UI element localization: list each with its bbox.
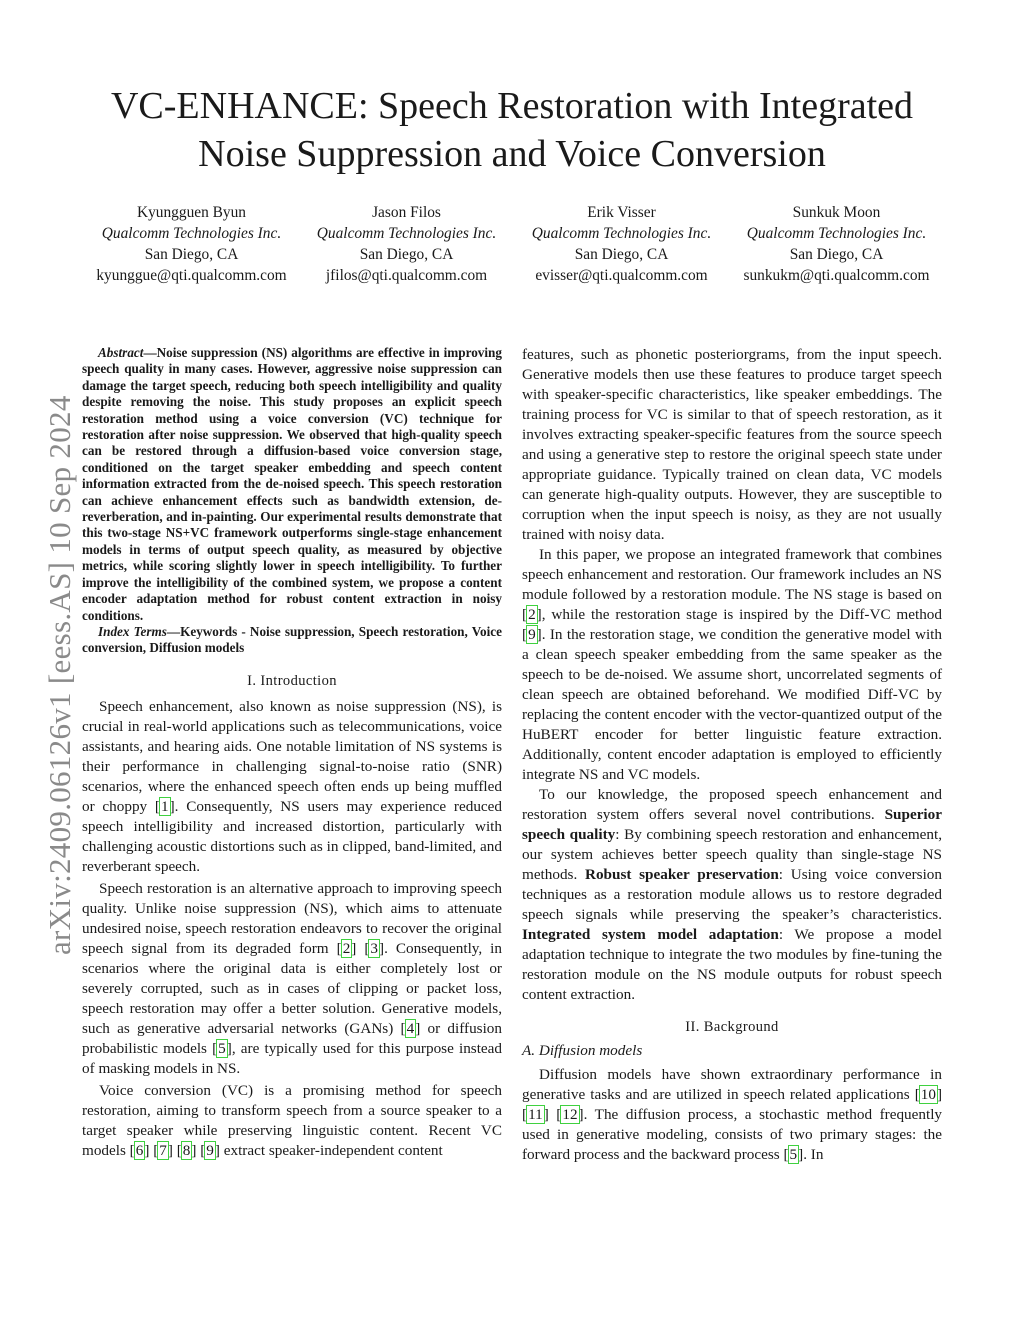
citation-link[interactable]: [783, 1146, 803, 1163]
left-column: [82, 345, 502, 1161]
contribution-label: Superior speech quality: [522, 806, 942, 843]
citation-link[interactable]: [130, 1142, 150, 1159]
citation-number[interactable]: 2: [528, 606, 536, 623]
citation-link[interactable]: [556, 1106, 583, 1123]
author-block: [514, 202, 729, 286]
index-terms-text: —Keywords - Noise suppression, Speech restoration, Voice conversion, Diffusion models: [82, 623, 502, 656]
citation-number[interactable]: 4: [406, 1019, 415, 1037]
author-email[interactable]: jfilos@qti.qualcomm.com: [325, 267, 488, 284]
author-location: San Diego, CA: [789, 246, 884, 263]
background-paragraph-1: [522, 1065, 942, 1165]
abstract-label: Abstract: [98, 345, 144, 360]
author-name: Kyungguen Byun: [136, 204, 246, 221]
citation-link[interactable]: [522, 1106, 549, 1123]
paragraph-text: , are typically used for this purpose instead of masking models in NS.: [82, 1039, 502, 1077]
paragraph-text: Diffusion models have shown extraordinary performance in generative tasks and are utilized in speech related applications: [522, 1066, 942, 1103]
intro-paragraph-6: [522, 785, 942, 1005]
intro-paragraph-2: [82, 879, 502, 1079]
author-affiliation: Qualcomm Technologies Inc.: [746, 225, 927, 242]
section-heading-background: II. Background: [685, 1019, 779, 1035]
paragraph-text: : By combining speech restoration and enhancement, our system achieves better speech quality than single-stage NS methods.: [522, 826, 942, 883]
contribution-label: Integrated system model adaptation: [522, 926, 779, 943]
citation-number[interactable]: 5: [789, 1146, 798, 1163]
author-location: San Diego, CA: [359, 246, 454, 263]
citation-link[interactable]: [200, 1142, 220, 1159]
author-name: Erik Visser: [587, 204, 656, 221]
citation-number[interactable]: 9: [528, 626, 536, 643]
subsection-heading-diffusion: A. Diffusion models: [522, 1042, 643, 1059]
paragraph-text: . The diffusion process, a stochastic method frequently used in generative modeling, consists of two primary stages: the forward process and the backward process: [522, 1106, 943, 1163]
paragraph-text: Speech restoration is an alternative approach to improving speech quality. Unlike noise suppression (NS), which aims to attenuate undesired noise, speech restoration endeavors to recover the original speech signal from its degraded form: [82, 879, 502, 957]
citation-number[interactable]: 2: [342, 939, 351, 957]
citation-number[interactable]: 7: [159, 1141, 167, 1159]
citation-link[interactable]: [212, 1040, 232, 1057]
right-column: [522, 345, 942, 1165]
author-block: [729, 202, 944, 286]
citation-number[interactable]: 5: [218, 1039, 226, 1057]
citation-number[interactable]: 9: [206, 1141, 214, 1159]
citation-number[interactable]: 12: [562, 1106, 578, 1123]
index-terms-label: Index Terms: [98, 623, 167, 639]
contribution-label: Robust speaker preservation: [585, 866, 779, 883]
citation-link[interactable]: [915, 1086, 942, 1103]
paragraph-text: To our knowledge, the proposed speech enhancement and restoration system offers several novel contributions.: [522, 786, 942, 823]
title-line-2: Noise Suppression and Voice Conversion: [198, 133, 826, 175]
paragraph-text: , while the restoration stage is inspired by the Diff-VC method: [541, 606, 942, 623]
citation-link[interactable]: [401, 1020, 421, 1037]
paragraph-text: In this paper, we propose an integrated framework that combines speech enhancement and restoration. Our framework includes an NS module followed by a restoration module. The NS stage is based on: [522, 546, 942, 603]
paper-title: [60, 82, 964, 178]
citation-link[interactable]: [155, 798, 175, 815]
paragraph-text: : We propose a model adaptation technique to integrate the two modules by fine-tuning the restoration module on the NS module outputs for robust speech content extraction.: [522, 926, 942, 1003]
author-email[interactable]: evisser@qti.qualcomm.com: [535, 267, 708, 284]
author-location: San Diego, CA: [574, 246, 669, 263]
citation-link[interactable]: [337, 940, 357, 957]
author-email[interactable]: kyunggue@qti.qualcomm.com: [96, 267, 287, 284]
abstract-text: —Noise suppression (NS) algorithms are effective in improving speech quality in many cases. However, aggressive noise suppression can damage the target speech, reducing both speech intelligibility and quality despite removing the noise. This study proposes an explicit speech restoration method using a voice conversion (VC) technique for restoration after noise suppression. We observed that high-quality speech can be restored through a diffusion-based voice conversion stage, conditioned on the target speaker embedding and speech content information extracted from the de-noised speech. This speech restoration can achieve enhancement effects such as bandwidth extension, de-reverberation, and in-painting. Our experimental results demonstrate that this two-stage NS+VC framework outperforms single-stage enhancement models in terms of output speech quality, as measured by objective metrics, while scoring slightly lower in speech intelligibility. To further improve the intelligibility of the combined system, we propose a content encoder adaptation method for robust content extraction in noisy conditions.: [82, 345, 502, 623]
arxiv-identifier[interactable]: arXiv:2409.06126v1 [eess.AS] 10 Sep 2024: [42, 395, 77, 955]
citation-number[interactable]: 10: [920, 1086, 936, 1103]
author-name: Jason Filos: [372, 204, 441, 221]
paragraph-text: . In the restoration stage, we condition the generative model with a clean speech speaker embedding from the same speaker as the speech to be de-noised. We assume short, uncorrelated segments of clean speech are obtained beforehand. We modified Diff-VC by replacing the content encoder with the vector-quantized output of the HuBERT encoder for better linguistic feature extraction. Additionally, content encoder adaptation is employed to efficiently integrate NS and VC models.: [522, 626, 942, 783]
paragraph-text: . Consequently, NS users may experience reduced speech intelligibility and increased distortion, particularly with challenging acoustic distortions such as in clipped, band-limited, and reverberant speech.: [82, 797, 502, 875]
citation-number[interactable]: 11: [528, 1106, 543, 1123]
citation-link[interactable]: [522, 626, 542, 643]
index-terms: [82, 624, 502, 657]
author-block: [299, 202, 514, 286]
author-name: Sunkuk Moon: [792, 204, 881, 221]
section-heading-introduction: I. Introduction: [247, 672, 337, 689]
author-affiliation: Qualcomm Technologies Inc.: [531, 225, 712, 242]
paragraph-text: : Using voice conversion techniques as a restoration module allows us to restore degraded speech signals while preserving the speaker’s characteristics.: [522, 866, 942, 923]
abstract: [82, 345, 502, 624]
citation-number[interactable]: 8: [182, 1141, 191, 1159]
intro-paragraph-5: [522, 545, 942, 785]
author-affiliation: Qualcomm Technologies Inc.: [316, 225, 497, 242]
paragraph-text: or diffusion probabilistic models: [82, 1019, 502, 1057]
title-line-1: VC-ENHANCE: Speech Restoration with Integrated: [110, 85, 914, 127]
citation-number[interactable]: 3: [370, 939, 378, 957]
citation-link[interactable]: [153, 1142, 173, 1159]
intro-paragraph-3: [82, 1081, 502, 1161]
author-affiliation: Qualcomm Technologies Inc.: [101, 225, 282, 242]
author-email[interactable]: sunkukm@qti.qualcomm.com: [743, 267, 930, 284]
citation-number[interactable]: 1: [160, 797, 169, 815]
author-list: [84, 202, 944, 286]
citation-number[interactable]: 6: [135, 1141, 144, 1159]
citation-link[interactable]: [177, 1142, 197, 1159]
paragraph-text: extract speaker-independent content: [219, 1141, 443, 1159]
paragraph-text: Voice conversion (VC) is a promising method for speech restoration, aiming to transform speech from a source speaker to a target speaker while preserving linguistic content. Recent VC models: [82, 1081, 502, 1159]
paragraph-text: . Consequently, in scenarios where the original data is either completely lost or severely corrupted, such as in cases of clipping or packet loss, speech restoration may offer a better solution. Generative models, such as generative adversarial networks (GANs): [82, 939, 502, 1037]
intro-paragraph-1: [82, 697, 502, 877]
citation-link[interactable]: [364, 940, 384, 957]
paragraph-text: Speech enhancement, also known as noise suppression (NS), is crucial in real-world applications such as telecommunications, voice assistants, and hearing aids. One notable limitation of NS systems is their performance in challenging signal-to-noise ratio (SNR) scenarios, where the enhanced speech often ends up being muffled or choppy: [82, 697, 502, 815]
intro-paragraph-4: features, such as phonetic posteriorgrams, from the input speech. Generative models then use these features to produce target speech with speaker-specific characteristics, like speaker embeddings. The training process for VC is similar to that of speech restoration, as it involves extracting speaker-specific features from the source speech and using a generative step to restore the original speech state under appropriate guidance. Typically trained on clean data, VC models can generate high-quality outputs. However, they are susceptible to corruption when the input speech is noisy, as they are not usually trained with noisy data.: [522, 346, 942, 543]
author-location: San Diego, CA: [144, 246, 239, 263]
paragraph-text: . In: [803, 1146, 824, 1163]
citation-link[interactable]: [522, 606, 542, 623]
author-block: [84, 202, 299, 286]
